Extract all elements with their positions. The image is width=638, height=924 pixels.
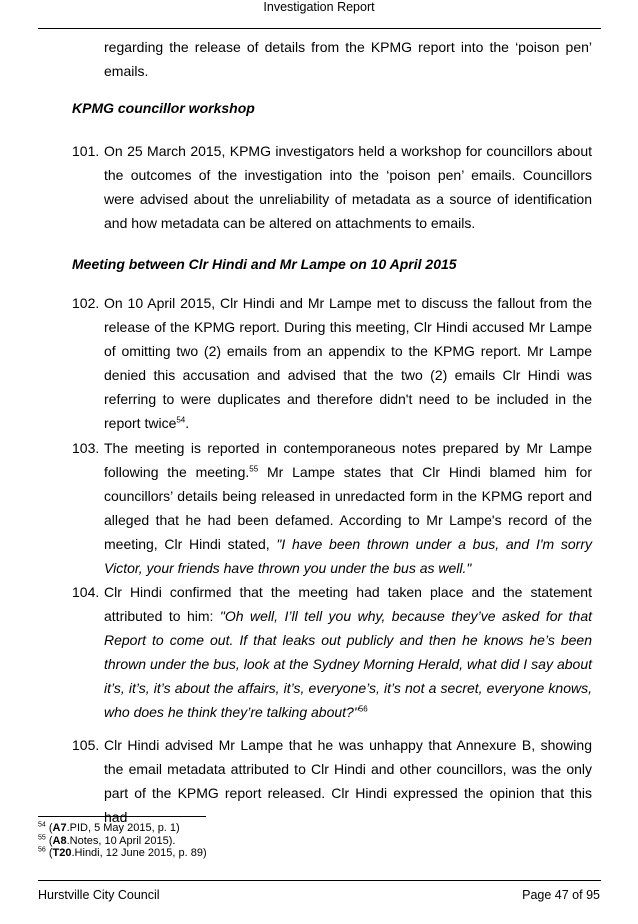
footnote-text: .Notes, 10 April 2015). — [66, 834, 176, 847]
footer-rule — [38, 880, 601, 881]
paragraph-text — [104, 436, 592, 580]
footnote-number: 55 — [38, 833, 46, 841]
footnote-ref-56[interactable]: 56 — [358, 704, 368, 714]
footnote-ref-code: T20 — [52, 847, 72, 859]
quote: "Oh well, I’ll tell you why, because they’ve asked for that Report to come out. If that leaks out publicly and then he knows he’s been thrown under the bus, look at the Sydney Morning Herald, what did I say about it’s, it’s, it’s about the affairs, it’s, everyone’s, it’s not a secret, everyone knows, who does he think they’re talking about?" — [104, 608, 592, 720]
footnote-ref-code: A7 — [52, 822, 67, 834]
paragraph-103 — [72, 436, 592, 580]
paragraph-102 — [72, 291, 592, 435]
footnote-55 — [38, 835, 207, 848]
paragraph-number: 102. — [72, 295, 100, 311]
heading-kpmg-workshop: KPMG councillor workshop — [72, 100, 255, 116]
footnote-text: .Hindi, 12 June 2015, p. 89) — [71, 847, 207, 859]
footnote-ref-code: A8 — [52, 834, 67, 847]
footnote-54 — [38, 822, 207, 835]
paragraph-end: . — [185, 415, 190, 431]
paragraph-text — [104, 291, 592, 435]
paragraph-101 — [72, 139, 592, 235]
footnote-paren: ( — [48, 822, 53, 834]
footnote-number: 54 — [38, 821, 46, 829]
header-rule — [38, 28, 601, 29]
paragraph-number: 103. — [72, 440, 100, 456]
paragraph-number: 104. — [72, 584, 100, 600]
paragraph-text: On 25 March 2015, KPMG investigators held a workshop for councillors about the outcomes of the investigation into the ‘poison pen’ emails. Councillors were advised about the unreliability of metadata as a source of identification and how metadata can be altered on attachments to emails. — [104, 143, 592, 231]
footnote-number: 56 — [38, 846, 46, 854]
footnote-paren: ( — [48, 847, 53, 859]
heading-meeting: Meeting between Clr Hindi and Mr Lampe on 10 April 2015 — [72, 256, 457, 272]
footer-organization: Hurstville City Council — [38, 888, 160, 902]
footnote-ref-54[interactable]: 54 — [176, 415, 186, 425]
paragraph-body: The meeting is reported in contemporaneous notes prepared by Mr Lampe following the meeting. — [104, 440, 592, 480]
footnote-ref-55[interactable]: 55 — [249, 464, 259, 474]
paragraph-body-cont: Mr Lampe states that Clr Hindi blamed him for councillors’ details being released in unredacted form in the KPMG report and alleged that he had been defamed. According to Mr Lampe's record of the meeting, Clr Hindi stated, — [104, 464, 592, 552]
paragraph-text — [104, 580, 592, 724]
paragraph-body: Clr Hindi confirmed that the meeting had taken place and the statement attributed to him: — [104, 584, 592, 624]
paragraph-104 — [72, 580, 592, 724]
footnotes — [38, 822, 207, 860]
footnote-paren: ( — [48, 834, 53, 847]
continuation-paragraph: regarding the release of details from the KPMG report into the ‘poison pen’ emails. — [104, 39, 592, 79]
paragraph-105 — [72, 733, 592, 829]
footnote-text: .PID, 5 May 2015, p. 1) — [66, 822, 180, 834]
paragraph-number: 101. — [72, 143, 100, 159]
paragraph-text: Clr Hindi advised Mr Lampe that he was unhappy that Annexure B, showing the email metadata attributed to Clr Hindi and other councillors, was the only part of the KPMG report released. Clr Hindi expressed the opinion that this had — [104, 737, 592, 825]
quote: "I have been thrown under a bus, and I'm sorry Victor, your friends have thrown you under the bus as well." — [104, 536, 592, 576]
page-header-title: Investigation Report — [263, 0, 375, 14]
paragraph-body: On 10 April 2015, Clr Hindi and Mr Lampe met to discuss the fallout from the release of the KPMG report. During this meeting, Clr Hindi accused Mr Lampe of omitting two (2) emails from an appendix to the KPMG report. Mr Lampe denied this accusation and advised that the two (2) emails Clr Hindi was referring to were duplicates and therefore didn't need to be included in the report twice — [104, 295, 592, 431]
footer-page-number: Page 47 of 95 — [522, 888, 600, 902]
footnote-separator — [38, 816, 206, 817]
footnote-56 — [38, 847, 207, 860]
paragraph-number: 105. — [72, 737, 100, 753]
